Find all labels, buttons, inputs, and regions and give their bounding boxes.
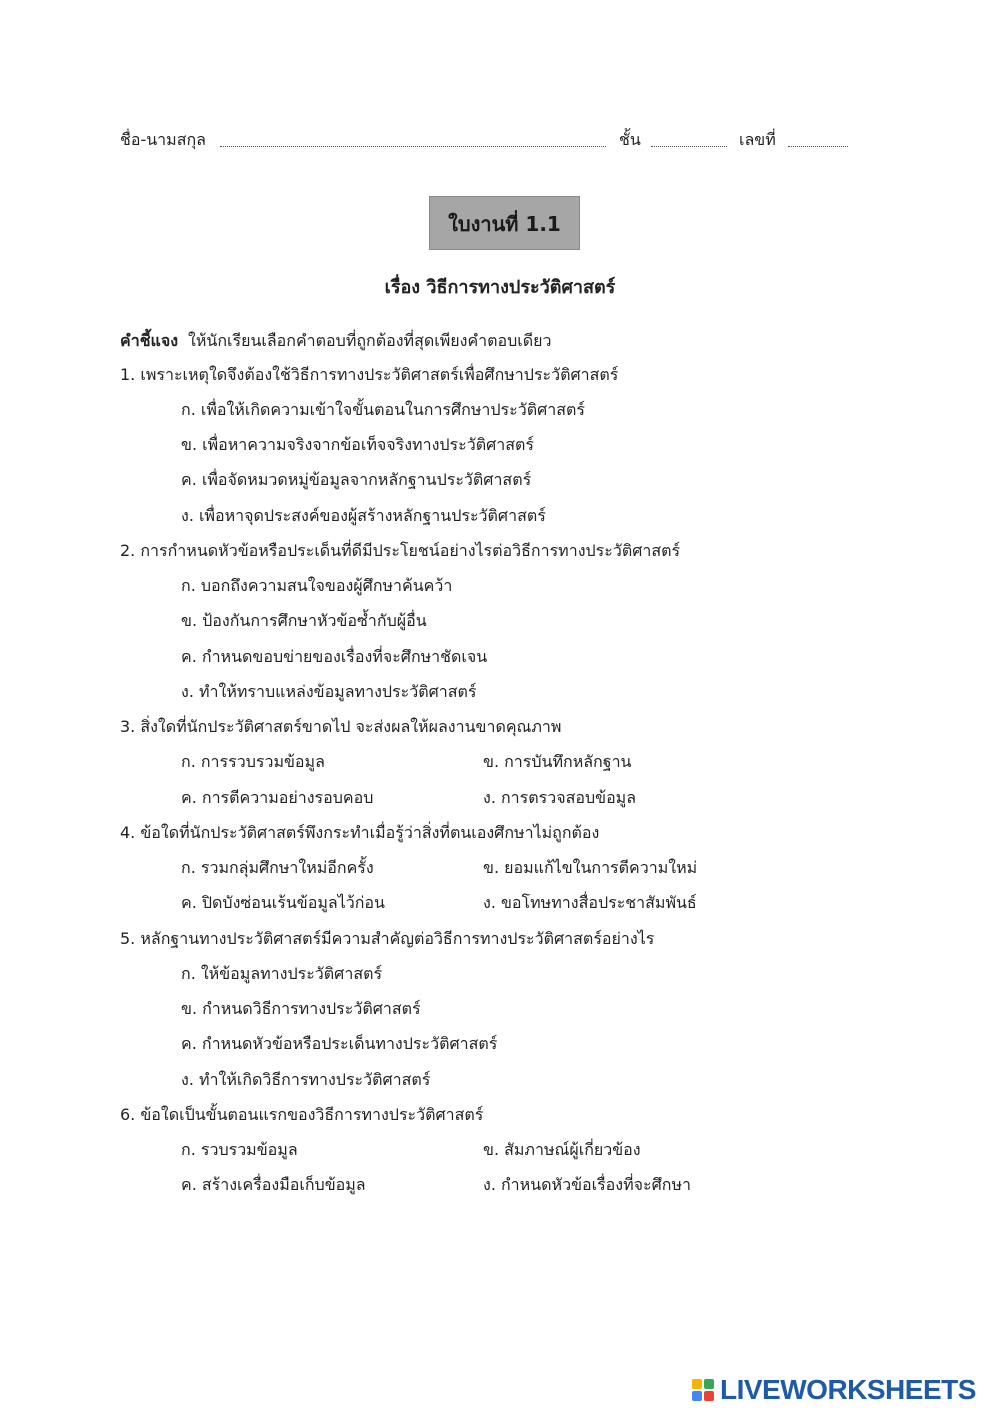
class-label: ชั้น [619, 130, 641, 149]
instructions [120, 329, 552, 354]
choice-1a[interactable]: ก. เพื่อให้เกิดความเข้าใจขั้นตอนในการศึกษาประวัติศาสตร์ [181, 400, 585, 419]
logo-square-4 [704, 1391, 714, 1401]
instructions-label: คำชี้แจง [120, 331, 179, 350]
class-field[interactable] [651, 146, 727, 147]
question-4: 4. ข้อใดที่นักประวัติศาสตร์พึงกระทำเมื่อรู้ว่าสิ่งที่ตนเองศึกษาไม่ถูกต้อง [120, 823, 600, 842]
choice-4d[interactable]: ง. ขอโทษทางสื่อประชาสัมพันธ์ [483, 893, 697, 912]
logo-square-3 [692, 1391, 702, 1401]
liveworksheets-grid-icon [692, 1379, 714, 1401]
number-field[interactable] [788, 146, 848, 147]
question-3: 3. สิ่งใดที่นักประวัติศาสตร์ขาดไป จะส่งผลให้ผลงานขาดคุณภาพ [120, 717, 562, 736]
choice-6d[interactable]: ง. กำหนดหัวข้อเรื่องที่จะศึกษา [483, 1175, 691, 1194]
choice-1d[interactable]: ง. เพื่อหาจุดประสงค์ของผู้สร้างหลักฐานประวัติศาสตร์ [181, 506, 546, 525]
choice-2b[interactable]: ข. ป้องกันการศึกษาหัวข้อซ้ำกับผู้อื่น [181, 611, 427, 630]
worksheet-subject: เรื่อง วิธีการทางประวัติศาสตร์ [384, 277, 616, 298]
choice-1b[interactable]: ข. เพื่อหาความจริงจากข้อเท็จจริงทางประวัติศาสตร์ [181, 435, 534, 454]
choice-2c[interactable]: ค. กำหนดขอบข่ายของเรื่องที่จะศึกษาชัดเจน [181, 647, 488, 666]
choice-5c[interactable]: ค. กำหนดหัวข้อหรือประเด็นทางประวัติศาสตร์ [181, 1034, 498, 1053]
question-5: 5. หลักฐานทางประวัติศาสตร์มีความสำคัญต่อวิธีการทางประวัติศาสตร์อย่างไร [120, 929, 655, 948]
choice-3c[interactable]: ค. การตีความอย่างรอบคอบ [181, 788, 374, 807]
choice-3b[interactable]: ข. การบันทึกหลักฐาน [483, 752, 632, 771]
choice-3d[interactable]: ง. การตรวจสอบข้อมูล [483, 788, 637, 807]
logo-square-2 [704, 1379, 714, 1389]
instructions-text: ให้นักเรียนเลือกคำตอบที่ถูกต้องที่สุดเพียงคำตอบเดียว [188, 331, 552, 350]
choice-6a[interactable]: ก. รวบรวมข้อมูล [181, 1140, 298, 1159]
choice-2d[interactable]: ง. ทำให้ทราบแหล่งข้อมูลทางประวัติศาสตร์ [181, 682, 477, 701]
question-2: 2. การกำหนดหัวข้อหรือประเด็นที่ดีมีประโยชน์อย่างไรต่อวิธีการทางประวัติศาสตร์ [120, 541, 681, 560]
choice-1c[interactable]: ค. เพื่อจัดหมวดหมู่ข้อมูลจากหลักฐานประวัติศาสตร์ [181, 470, 532, 489]
choice-5a[interactable]: ก. ให้ข้อมูลทางประวัติศาสตร์ [181, 964, 383, 983]
logo-square-1 [692, 1379, 702, 1389]
choice-6b[interactable]: ข. สัมภาษณ์ผู้เกี่ยวข้อง [483, 1140, 641, 1159]
choice-4a[interactable]: ก. รวมกลุ่มศึกษาใหม่อีกครั้ง [181, 858, 374, 877]
choice-5d[interactable]: ง. ทำให้เกิดวิธีการทางประวัติศาสตร์ [181, 1070, 431, 1089]
liveworksheets-wordmark: LIVEWORKSHEETS [720, 1374, 976, 1405]
choice-2a[interactable]: ก. บอกถึงความสนใจของผู้ศึกษาค้นคว้า [181, 576, 453, 595]
question-6: 6. ข้อใดเป็นขั้นตอนแรกของวิธีการทางประวัติศาสตร์ [120, 1105, 484, 1124]
name-label: ชื่อ-นามสกุล [120, 130, 206, 149]
choice-5b[interactable]: ข. กำหนดวิธีการทางประวัติศาสตร์ [181, 999, 421, 1018]
worksheet-title: ใบงานที่ 1.1 [429, 196, 580, 250]
student-info-header [120, 124, 850, 154]
choice-4c[interactable]: ค. ปิดบังซ่อนเร้นข้อมูลไว้ก่อน [181, 893, 385, 912]
liveworksheets-logo[interactable] [692, 1372, 976, 1408]
name-field[interactable] [220, 146, 606, 147]
choice-3a[interactable]: ก. การรวบรวมข้อมูล [181, 752, 325, 771]
choice-4b[interactable]: ข. ยอมแก้ไขในการตีความใหม่ [483, 858, 698, 877]
choice-6c[interactable]: ค. สร้างเครื่องมือเก็บข้อมูล [181, 1175, 366, 1194]
number-label: เลขที่ [739, 130, 776, 149]
question-1: 1. เพราะเหตุใดจึงต้องใช้วิธีการทางประวัติศาสตร์เพื่อศึกษาประวัติศาสตร์ [120, 365, 619, 384]
